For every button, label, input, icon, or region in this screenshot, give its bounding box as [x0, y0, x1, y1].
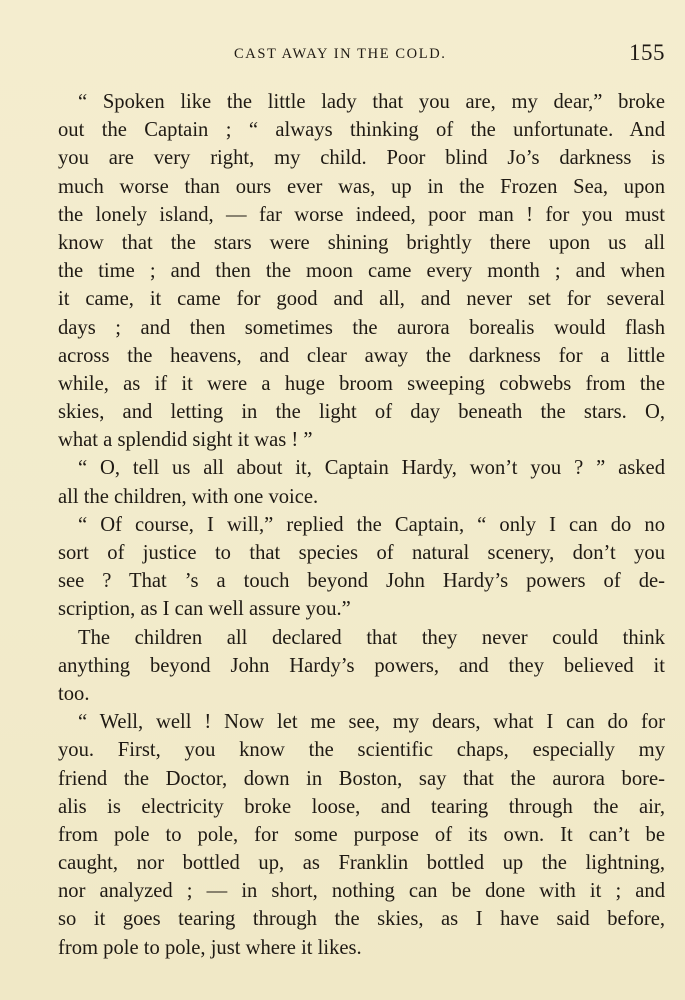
text-line: much worse than ours ever was, up in the Frozen Sea, upon [58, 175, 665, 198]
text-line: you are very right, my child. Poor blind Jo’s darkness is [58, 147, 665, 170]
text-line: “ O, tell us all about it, Captain Hardy, won’t you ? ” asked [78, 457, 665, 480]
text-line: nor analyzed ; — in short, nothing can be done with it ; and [58, 880, 665, 903]
text-line: it came, it came for good and all, and never set for several [58, 288, 665, 311]
page-number: 155 [629, 40, 665, 65]
text-line: out the Captain ; “ always thinking of the unfortunate. And [58, 119, 665, 142]
text-line: days ; and then sometimes the aurora borealis would flash [58, 316, 665, 339]
text-line: you. First, you know the scientific chaps, especially my [58, 739, 665, 762]
text-line: the time ; and then the moon came every month ; and when [58, 260, 665, 283]
text-line: so it goes tearing through the skies, as I have said before, [58, 908, 665, 931]
text-line: caught, nor bottled up, as Franklin bottled up the lightning, [58, 852, 665, 875]
text-line: friend the Doctor, down in Boston, say that the aurora bore- [58, 767, 665, 790]
text-line: while, as if it were a huge broom sweeping cobwebs from the [58, 372, 665, 395]
text-line: anything beyond John Hardy’s powers, and they believed it [58, 654, 665, 677]
text-line: from pole to pole, just where it likes. [58, 936, 362, 959]
text-line: sort of justice to that species of natural scenery, don’t you [58, 542, 665, 564]
text-line: too. [58, 682, 90, 705]
text-line: scription, as I can well assure you.” [58, 598, 351, 621]
text-line: skies, and letting in the light of day beneath the stars. O, [58, 401, 665, 424]
text-line: from pole to pole, for some purpose of its own. It can’t be [58, 823, 665, 846]
text-line: all the children, with one voice. [58, 485, 319, 508]
running-title: CAST AWAY IN THE COLD. [234, 46, 447, 62]
text-line: “ Spoken like the little lady that you are, my dear,” broke [78, 91, 665, 113]
running-head [58, 40, 665, 70]
text-line: see ? That ’s a touch beyond John Hardy’s powers of de- [58, 570, 665, 593]
text-line: The children all declared that they never could think [78, 626, 665, 649]
text-line: the lonely island, — far worse indeed, poor man ! for you must [58, 203, 665, 226]
text-line: across the heavens, and clear away the darkness for a little [58, 344, 665, 367]
text-line: “ Well, well ! Now let me see, my dears, what I can do for [78, 711, 665, 734]
text-line: know that the stars were shining brightly there upon us all [58, 231, 665, 254]
text-line: what a splendid sight it was ! ” [58, 429, 313, 452]
text-line: “ Of course, I will,” replied the Captain, “ only I can do no [78, 513, 665, 536]
text-line: alis is electricity broke loose, and tearing through the air, [58, 795, 665, 818]
body-text [58, 88, 665, 962]
